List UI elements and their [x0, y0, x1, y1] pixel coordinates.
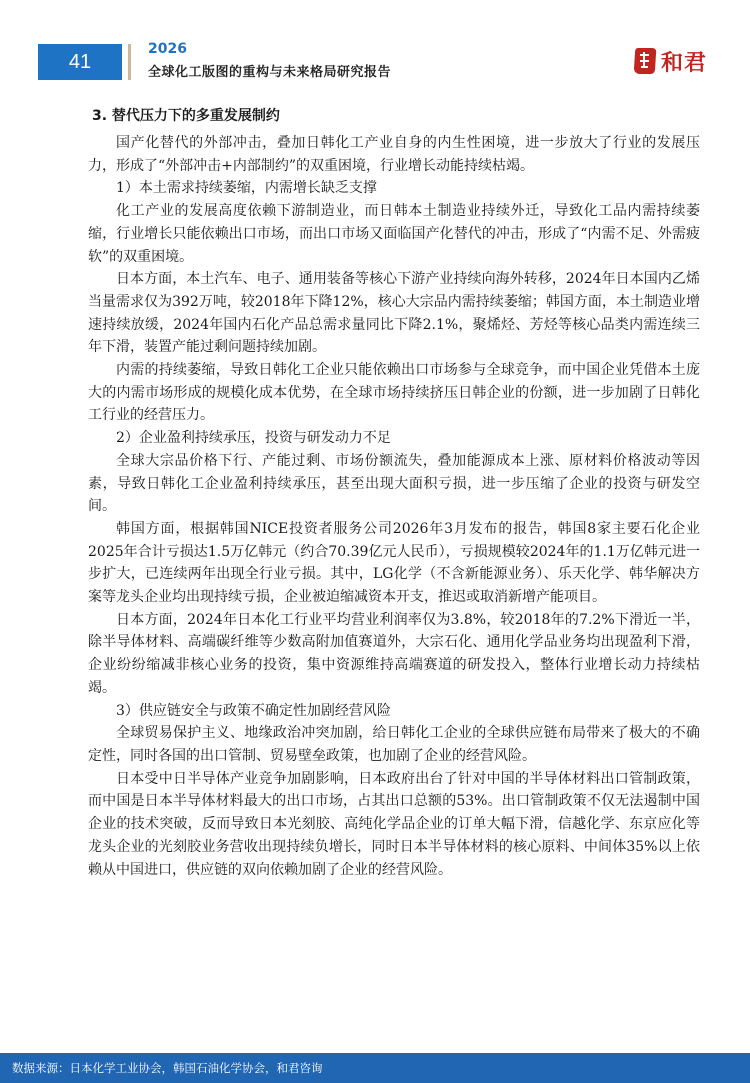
paragraph: 日本方面，本土汽车、电子、通用装备等核心下游产业持续向海外转移，2024年日本国内乙烯当量需求仅为392万吨，较2018年下降12%，核心大宗品内需持续萎缩；韩国方面，本土制造业增速持续放缓，2024年国内石化产品总需求量同比下降2.1%，聚烯烃、芳烃等核心品类内需连续三年下滑，装置产能过剩问题持续加剧。: [88, 271, 700, 356]
paragraph: 化工产业的发展高度依赖下游制造业，而日韩本土制造业持续外迁，导致化工品内需持续萎缩，行业增长只能依赖出口市场，而出口市场又面临国产化替代的冲击，形成了“内需不足、外需疲软”的双重困境。: [88, 203, 700, 265]
paragraph: 日本受中日半导体产业竞争加剧影响，日本政府出台了针对中国的半导体材料出口管制政策，而中国是日本半导体材料最大的出口市场，占其出口总额的53%。出口管制政策不仅无法遏制中国企业的技术突破，反而导致日本光刻胶、高纯化学品企业的订单大幅下滑，信越化学、东京应化等龙头企业的光刻胶业务营收出现持续负增长，同时日本半导体材料的核心原料、中间体35%以上依赖从中国进口，供应链的双向依赖加剧了企业的经营风险。: [88, 770, 700, 878]
subheading: 3）供应链安全与政策不确定性加剧经营风险: [116, 702, 391, 719]
subheading: 2）企业盈利持续承压，投资与研发动力不足: [116, 430, 391, 447]
logo-seal-icon: [632, 46, 658, 76]
paragraph: 国产化替代的外部冲击，叠加日韩化工产业自身的内生性困境，进一步放大了行业的发展压力，形成了“外部冲击+内部制约”的双重困境，行业增长动能持续枯竭。: [88, 135, 700, 174]
paragraph: 内需的持续萎缩，导致日韩化工企业只能依赖出口市场参与全球竞争，而中国企业凭借本土庞大的内需市场形成的规模化成本优势，在全球市场持续挤压日韩企业的份额，进一步加剧了日韩化工行业的经营压力。: [88, 362, 700, 424]
section-title: 3. 替代压力下的多重发展制约: [92, 108, 280, 124]
report-body: [88, 106, 700, 881]
subheading: 1）本土需求持续萎缩，内需增长缺乏支撑: [116, 180, 377, 197]
company-logo: 和君: [661, 51, 708, 76]
page-number: 41: [68, 51, 92, 73]
data-source: 数据来源：日本化学工业协会，韩国石油化学协会，和君咨询: [12, 1061, 323, 1075]
paragraph: 全球大宗品价格下行、产能过剩、市场份额流失，叠加能源成本上涨、原材料价格波动等因素，导致日韩化工企业盈利持续承压，甚至出现大面积亏损，进一步压缩了企业的投资与研发空间。: [88, 452, 700, 515]
report-title: 全球化工版图的重构与未来格局研究报告: [148, 65, 392, 80]
report-year: 2026: [148, 41, 187, 57]
header-divider: [128, 44, 131, 80]
paragraph: 全球贸易保护主义、地缘政治冲突加剧，给日韩化工企业的全球供应链布局带来了极大的不确定性，同时各国的出口管制、贸易壁垒政策，也加剧了企业的经营风险。: [88, 725, 700, 764]
paragraph: 日本方面，2024年日本化工行业平均营业利润率仅为3.8%，较2018年的7.2%下滑近一半，除半导体材料、高端碳纤维等少数高附加值赛道外，大宗石化、通用化学品业务均出现盈利下滑，企业纷纷缩减非核心业务的投资，集中资源维持高端赛道的研发投入，整体行业增长动力持续枯竭。: [88, 611, 700, 696]
paragraph: 韩国方面，根据韩国NICE投资者服务公司2026年3月发布的报告，韩国8家主要石化企业2025年合计亏损达1.5万亿韩元（约合70.39亿元人民币），亏损规模较2024年的1.1万亿韩元进一步扩大，已连续两年出现全行业亏损。其中，LG化学（不含新能源业务）、乐天化学、韩华解决方案等龙头企业均出现持续亏损，企业被迫缩减资本开支，推迟或取消新增产能项目。: [88, 520, 700, 606]
